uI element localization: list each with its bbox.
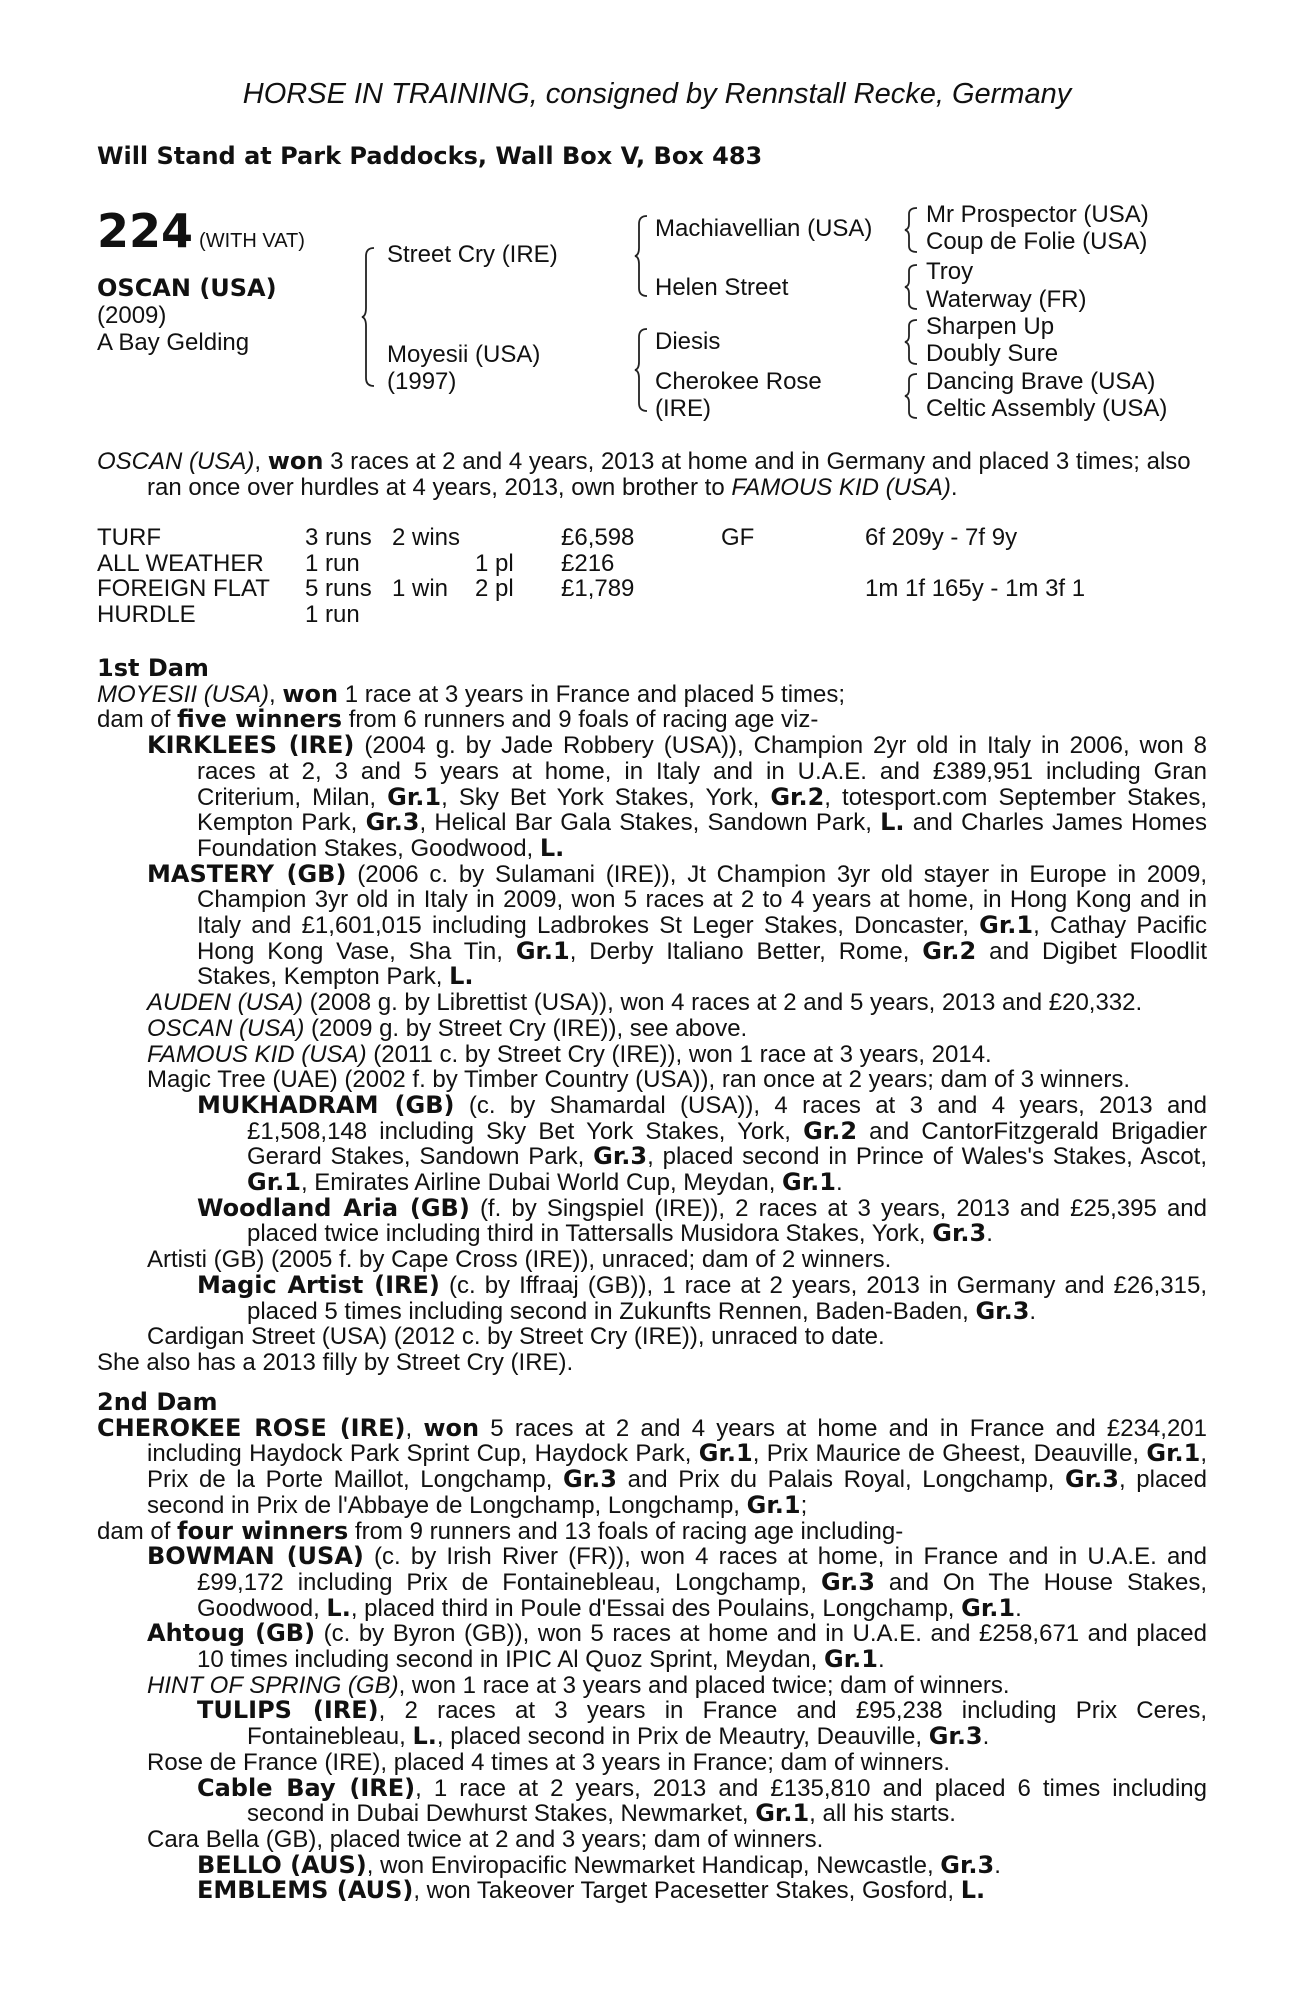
tulips-text-c: . <box>982 1723 990 1751</box>
dam2-text-f: ; <box>800 1491 808 1519</box>
kirklees-listed-2: L. <box>539 833 565 862</box>
mukhadram-text-c: , placed second in Prince of Wales's Stakes, Ascot, <box>647 1143 1208 1171</box>
woodland-text-a: (f. by Singspiel (IRE)), 2 races at 3 years, 2013 and £25,395 and placed twice including third in Tattersalls Musidora Stakes, York, <box>247 1194 1208 1248</box>
stats-distance: 1m 1f 165y - 1m 3f 1 <box>865 575 1086 603</box>
kirklees-text-b: , Sky Bet York Stakes, York, <box>441 783 771 811</box>
pedigree-sire: Street Cry (IRE) <box>387 241 558 268</box>
stats-label: HURDLE <box>97 601 196 629</box>
stats-wins: 2 wins <box>392 524 461 551</box>
ahtoug-text-b: . <box>877 1646 885 1674</box>
mukhadram-grade-1a: Gr.1 <box>247 1168 301 1197</box>
dam2-produce-a: dam of <box>97 1517 178 1545</box>
progeny-cara-bella: Cara Bella (GB), placed twice at 2 and 3 years; dam of winners. <box>147 1825 824 1853</box>
dam2-text-d: and Prix du Palais Royal, Longchamp, <box>616 1466 1066 1494</box>
stats-runs: 1 run <box>305 549 360 577</box>
tulips-text-a: , 2 races at 3 years in France and £95,238 including Prix Ceres, Fontainebleau, <box>247 1697 1207 1751</box>
dam2-grade-1c: Gr.1 <box>746 1490 801 1519</box>
stats-runs: 3 runs <box>305 524 372 551</box>
second-dam-heading: 2nd Dam <box>97 1388 218 1416</box>
dam1-text: 1 race at 3 years in France and placed 5 times; <box>338 680 846 708</box>
pedigree-brace-5 <box>905 263 919 311</box>
pedigree-g8: Celtic Assembly (USA) <box>926 395 1168 422</box>
progeny-emblems <box>97 1878 1207 1904</box>
famous-kid-text: (2011 c. by Street Cry (IRE)), won 1 race at 3 years, 2014. <box>366 1040 992 1068</box>
cable-bay-text-a: , 1 race at 2 years, 2013 and £135,810 and placed 6 times including second in Dubai Dewhurst Stakes, Newmarket, <box>247 1774 1208 1828</box>
dam1-produce-c: from 6 runners and 9 foals of racing age viz- <box>342 706 819 734</box>
dam1-produce-count: five winners <box>177 705 343 734</box>
progeny-artisti: Artisti (GB) (2005 f. by Cape Cross (IRE)), unraced; dam of 2 winners. <box>147 1246 892 1274</box>
mukhadram-grade-3: Gr.3 <box>593 1142 648 1171</box>
pedigree-brace-1 <box>362 246 376 388</box>
pedigree-dam-dam-line2: (IRE) <box>655 395 711 422</box>
oscan-name: OSCAN (USA) <box>147 1014 305 1042</box>
mukhadram-name: MUKHADRAM (GB) <box>197 1090 455 1119</box>
stats-label: ALL WEATHER <box>97 549 264 577</box>
bowman-text-b: and On The House Stakes, Goodwood, <box>197 1568 1207 1622</box>
dam2-grade-1a: Gr.1 <box>698 1439 753 1468</box>
pedigree-dam-line1: Moyesii (USA) <box>387 341 541 368</box>
progeny-cardigan-street: Cardigan Street (USA) (2012 c. by Street Cry (IRE)), unraced to date. <box>147 1323 885 1351</box>
ahtoug-text-a: (c. by Byron (GB)), won 5 races at home and in U.A.E. and £258,671 and placed 10 times including second in IPIC Al Quoz Sprint, Meydan, <box>197 1620 1208 1674</box>
bowman-grade-1: Gr.1 <box>961 1593 1016 1622</box>
tulips-name: TULIPS (IRE) <box>197 1696 379 1725</box>
dam1-name: MOYESII (USA) <box>97 680 270 708</box>
auden-name: AUDEN (USA) <box>147 989 304 1017</box>
stats-money: £216 <box>561 549 615 577</box>
mukhadram-text-a: (c. by Shamardal (USA)), 4 races at 3 and 4 years, 2013 and £1,508,148 including Sky Bet York Stakes, York, <box>247 1091 1207 1145</box>
emblems-name: EMBLEMS (AUS) <box>197 1876 414 1905</box>
stats-placed: 2 pl <box>475 575 514 603</box>
mukhadram-text-d: , Emirates Airline Dubai World Cup, Meydan, <box>300 1169 783 1197</box>
summary-won: won <box>267 447 324 475</box>
kirklees-text-a: (2004 g. by Jade Robbery (USA)), Champion 2yr old in Italy in 2006, won 8 races at 2, 3 and 5 years at home, in Italy and in U.A.E. and £389,951 including Gran Criterium, Milan, <box>197 732 1207 811</box>
pedigree-brace-6 <box>905 318 919 366</box>
stand-location: Will Stand at Park Paddocks, Wall Box V, Box 483 <box>97 142 763 170</box>
dam2-grade-3a: Gr.3 <box>563 1465 617 1494</box>
kirklees-grade-2: Gr.2 <box>770 782 825 811</box>
woodland-grade-3: Gr.3 <box>932 1219 987 1248</box>
dam2-produce-count: four winners <box>177 1516 349 1545</box>
first-dam-heading: 1st Dam <box>97 654 209 682</box>
kirklees-text-e: and Charles James Homes Foundation Stakes, Goodwood, <box>197 809 1207 862</box>
progeny-magic-tree: Magic Tree (UAE) (2002 f. by Timber Country (USA)), ran once at 2 years; dam of 3 winners. <box>147 1066 1131 1094</box>
dam2-text-e: , placed second in Prix de l'Abbaye de Longchamp, Longchamp, <box>147 1466 1207 1519</box>
progeny-rose-de-france: Rose de France (IRE), placed 4 times at 3 years in France; dam of winners. <box>147 1748 951 1776</box>
horse-description: A Bay Gelding <box>97 329 250 356</box>
dam2-text-c: , Prix de la Porte Maillot, Longchamp, <box>147 1440 1207 1494</box>
lot-number-block <box>97 204 305 258</box>
pedigree-brace-3 <box>635 327 649 413</box>
dam2-record: CHEROKEE ROSE (IRE), won 5 races at 2 and 4 years at home and in France and £234,201 including Haydock Park Sprint Cup, Haydock Park, Gr.1, Prix Maurice de Gheest, Deauville, Gr.1, Prix de la Porte Maillot, Longchamp, Gr.3 and Prix du Palais Royal, Longchamp, Gr.3, placed second in Prix de l'Abbaye de Longchamp, Longchamp, Gr.1; <box>97 1413 1207 1519</box>
famous-kid-name: FAMOUS KID (USA) <box>147 1040 367 1068</box>
progeny-mastery <box>97 859 1208 991</box>
page-title: HORSE IN TRAINING, consigned by Rennstall Recke, Germany <box>242 78 1072 110</box>
mastery-name: MASTERY (GB) <box>147 859 347 888</box>
dam2-produce <box>97 1516 1207 1545</box>
pedigree-g1: Mr Prospector (USA) <box>926 201 1149 228</box>
pedigree-dam-dam-line1: Cherokee Rose <box>655 368 822 395</box>
mukhadram-text-b: and CantorFitzgerald Brigadier Gerard Stakes, Sandown Park, <box>247 1117 1207 1171</box>
dam2-text-b: , Prix Maurice de Gheest, Deauville, <box>752 1440 1147 1468</box>
progeny-auden <box>97 990 1207 1016</box>
stats-money: £6,598 <box>561 524 635 551</box>
pedigree-brace-4 <box>905 206 919 254</box>
second-dam-section <box>97 1390 1207 1904</box>
cable-bay-text-b: , all his starts. <box>809 1800 956 1828</box>
emblems-text-a: , won Takeover Target Pacesetter Stakes, Gosford, <box>413 1877 961 1905</box>
tulips-grade-3: Gr.3 <box>928 1722 983 1751</box>
kirklees-listed-1: L. <box>880 808 905 837</box>
hint-name: HINT OF SPRING (GB) <box>147 1671 399 1699</box>
oscan-text: (2009 g. by Street Cry (IRE)), see above. <box>304 1014 748 1042</box>
dam2-grade-3b: Gr.3 <box>1065 1465 1119 1494</box>
pedigree-brace-7 <box>905 372 919 420</box>
bowman-grade-3: Gr.3 <box>821 1567 875 1596</box>
emblems-listed: L. <box>960 1876 986 1905</box>
progeny-hint-of-spring <box>97 1673 1207 1699</box>
ahtoug-name: Ahtoug (GB) <box>147 1619 316 1648</box>
stats-going: GF <box>721 524 755 551</box>
ahtoug-grade-1: Gr.1 <box>824 1645 878 1674</box>
mukhadram-grade-1b: Gr.1 <box>782 1168 836 1197</box>
stats-money: £1,789 <box>561 575 635 603</box>
magic-artist-text-a: (c. by Iffraaj (GB)), 1 race at 2 years, 2013 in Germany and £26,315, placed 5 times including second in Zukunfts Rennen, Baden-Baden, <box>247 1271 1207 1325</box>
summary-paragraph: OSCAN (USA), won 3 races at 2 and 4 years, 2013 at home and in Germany and placed 3 times; also ran once over hurdles at 4 years, 2013, own brother to FAMOUS KID (USA). <box>97 447 1191 501</box>
magic-artist-text-b: . <box>1029 1297 1037 1325</box>
stats-placed: 1 pl <box>475 549 514 577</box>
pedigree-g7: Dancing Brave (USA) <box>926 368 1156 395</box>
mastery-grade-2: Gr.2 <box>922 936 977 965</box>
progeny-ahtoug <box>97 1621 1207 1672</box>
progeny-magic-artist <box>97 1270 1207 1325</box>
dam1-won: won <box>282 679 339 708</box>
magic-artist-name: Magic Artist (IRE) <box>197 1270 440 1299</box>
bello-grade-3: Gr.3 <box>940 1850 995 1879</box>
stats-label: FOREIGN FLAT <box>97 575 270 603</box>
stats-runs: 1 run <box>305 601 360 629</box>
progeny-bello <box>97 1850 1207 1879</box>
stats-wins: 1 win <box>392 575 449 603</box>
mastery-text-a: (2006 c. by Sulamani (IRE)), Jt Champion 3yr old stayer in Europe in 2009, Champion 3yr old in Italy in 2009, won 5 races at 2 to 4 years at home, in Hong Kong and in Italy and £1,601,015 including Ladbrokes St Leger Stakes, Doncaster, <box>197 860 1207 940</box>
stats-runs: 5 runs <box>305 575 372 603</box>
kirklees-grade-1: Gr.1 <box>387 782 442 811</box>
mukhadram-grade-2: Gr.2 <box>803 1116 858 1145</box>
mastery-text-b: , Cathay Pacific Hong Kong Vase, Sha Tin, <box>197 912 1208 965</box>
hint-text: , won 1 race at 3 years and placed twice; dam of winners. <box>398 1671 1010 1699</box>
progeny-famous-kid <box>97 1042 1207 1068</box>
kirklees-text-c: , totesport.com September Stakes, Kempton Park, <box>197 783 1208 837</box>
bowman-text-c: , placed third in Poule d'Essai des Poulains, Longchamp, <box>350 1594 962 1622</box>
mastery-grade-1a: Gr.1 <box>979 911 1034 940</box>
woodland-name: Woodland Aria (GB) <box>197 1193 470 1222</box>
bello-text-a: , won Enviropacific Newmarket Handicap, Newcastle, <box>366 1851 941 1879</box>
pedigree-brace-2 <box>635 214 649 298</box>
dam2-produce-c: from 9 runners and 13 foals of racing age including- <box>348 1517 904 1545</box>
progeny-tulips <box>97 1698 1207 1749</box>
mastery-text-c: , Derby Italiano Better, Rome, <box>569 937 923 965</box>
bello-name: BELLO (AUS) <box>197 1850 367 1879</box>
stats-distance: 6f 209y - 7f 9y <box>865 524 1018 551</box>
summary-text2: also ran once over hurdles at 4 years, 2013, own brother to <box>147 448 1191 501</box>
dam2-name: CHEROKEE ROSE (IRE) <box>97 1413 406 1442</box>
auden-text: (2008 g. by Librettist (USA)), won 4 races at 2 and 5 years, 2013 and £20,332. <box>303 989 1143 1017</box>
summary-horse-name: OSCAN (USA) <box>97 448 255 475</box>
bowman-name: BOWMAN (USA) <box>147 1542 364 1571</box>
progeny-kirklees <box>97 733 1207 862</box>
dam1-produce-a: dam of <box>97 706 178 734</box>
lot-vat: (WITH VAT) <box>199 230 305 252</box>
bowman-listed: L. <box>326 1593 351 1622</box>
pedigree-dam-sire: Diesis <box>655 328 721 355</box>
cable-bay-name: Cable Bay (IRE) <box>197 1773 416 1802</box>
progeny-woodland-aria <box>97 1193 1208 1248</box>
pedigree-dam-line2: (1997) <box>387 368 457 395</box>
bello-text-b: . <box>994 1851 1001 1879</box>
progeny-bowman <box>97 1544 1207 1621</box>
summary-brother: FAMOUS KID (USA) <box>731 473 951 501</box>
mukhadram-text-e: . <box>835 1169 843 1197</box>
dam2-text-a: 5 races at 2 and 4 years at home and in France and £234,201 including Haydock Park Sprint Cup, Haydock Park, <box>147 1414 1207 1468</box>
kirklees-name: KIRKLEES (IRE) <box>147 731 355 760</box>
pedigree-g3: Troy <box>926 258 974 285</box>
kirklees-grade-3: Gr.3 <box>365 808 420 837</box>
progeny-mukhadram <box>97 1090 1208 1197</box>
bowman-text-d: . <box>1015 1594 1022 1622</box>
progeny-cable-bay <box>97 1773 1208 1828</box>
summary-text1: 3 races at 2 and 4 years, 2013 at home and in Germany and placed 3 times; <box>323 448 1140 475</box>
woodland-text-b: . <box>986 1220 993 1248</box>
dam2-grade-1b: Gr.1 <box>1146 1439 1201 1468</box>
mastery-text-d: and Digibet Floodlit Stakes, Kempton Park, <box>197 937 1207 991</box>
mastery-grade-1b: Gr.1 <box>515 936 570 965</box>
cable-bay-grade-1: Gr.1 <box>755 1799 810 1828</box>
first-dam-section: 1st Dam MOYESII (USA), won 1 race at 3 years in France and placed 5 times; dam of five winners from 6 runners and 9 foals of racing age viz- KIRKLEES (IRE) (2004 g. by Jade Robbery (USA)), Champion 2yr old in Italy in 2006, won 8 races at 2, 3 and 5 years at home, in Italy and in U.A.E. and £389,951 including Gran Criterium, Milan, Gr.1, Sky Bet York Stakes, York, Gr.2, totesport.com September Stakes, Kempton Park, Gr.3, Helical Bar Gala Stakes, Sandown Park, L. and Charles James Homes Foundation Stakes, Goodwood, L. MASTERY (GB) (2006 c. by Sulamani (IRE)), Jt Champion 3yr old stayer in Europe in 2009, Champion 3yr old in Italy in 2009, won 5 races at 2 to 4 years at home, in Hong Kong and in Italy and £1,601,015 including Ladbrokes St Leger Stakes, Doncaster, Gr.1, Cathay Pacific Hong Kong Vase, Sha Tin, Gr.1, Derby Italiano Better, Rome, Gr.2 and Digibet Floodlit Stakes, Kempton Park, L. AUDEN (USA) (2008 g. by Librettist (USA)), won 4 races at 2 and 5 years, 2013 and £20,332. OSCAN (USA) (2009 g. by Street Cry (IRE)), see above. FAMOUS KID (USA) (2011 c. by Street Cry (IRE)), won 1 race at 3 years, 2014. Magic Tree (UAE) (2002 f. by Timber Country (USA)), ran once at 2 years; dam of 3 winners. MUKHADRAM (GB) (c. by Shamardal (USA)), 4 races at 3 and 4 years, 2013 and £1,508,148 including Sky Bet York Stakes, York, Gr.2 and CantorFitzgerald Brigadier Gerard Stakes, Sandown Park, Gr.3, placed second in Prince of Wales's Stakes, Ascot, Gr.1, Emirates Airline Dubai World Cup, Meydan, Gr.1. Woodland Aria (GB) (f. by Singspiel (IRE)), 2 races at 3 years, 2013 and £25,395 and placed twice including third in Tattersalls Musidora Stakes, York, Gr.3. Artisti (GB) (2005 f. by Cape Cross (IRE)), unraced; dam of 2 winners. Magic Artist (IRE) (c. by Iffraaj (GB)), 1 race at 2 years, 2013 in Germany and £26,315, placed 5 times including second in Zukunfts Rennen, Baden-Baden, Gr.3. Cardigan Street (USA) (2012 c. by Street Cry (IRE)), unraced to date. She also has a 2013 filly by Street Cry (IRE). <box>97 654 1208 1376</box>
lot-number: 224 <box>97 204 194 258</box>
horse-year: (2009) <box>97 302 167 329</box>
mastery-listed: L. <box>449 962 474 991</box>
stats-label: TURF <box>97 524 161 551</box>
kirklees-text-d: , Helical Bar Gala Stakes, Sandown Park, <box>419 809 881 837</box>
magic-artist-grade-3: Gr.3 <box>975 1296 1030 1325</box>
tulips-listed: L. <box>412 1722 437 1751</box>
summary-text3: . <box>950 473 958 501</box>
progeny-oscan <box>97 1016 1207 1042</box>
horse-name: OSCAN (USA) <box>97 274 277 302</box>
bowman-text-a: (c. by Irish River (FR)), won 4 races at home, in France and in U.A.E. and £99,172 including Prix de Fontainebleau, Longchamp, <box>197 1543 1208 1596</box>
tulips-text-b: , placed second in Prix de Meautry, Deauville, <box>436 1723 929 1751</box>
pedigree-g6: Doubly Sure <box>926 340 1059 367</box>
pedigree-g2: Coup de Folie (USA) <box>926 228 1148 255</box>
pedigree-g5: Sharpen Up <box>926 313 1055 340</box>
dam1-filly-note: She also has a 2013 filly by Street Cry (IRE). <box>97 1348 574 1376</box>
pedigree-sire-dam: Helen Street <box>655 274 789 301</box>
pedigree-g4: Waterway (FR) <box>926 286 1087 313</box>
dam2-won: won <box>423 1413 480 1442</box>
pedigree-sire-sire: Machiavellian (USA) <box>655 215 873 242</box>
